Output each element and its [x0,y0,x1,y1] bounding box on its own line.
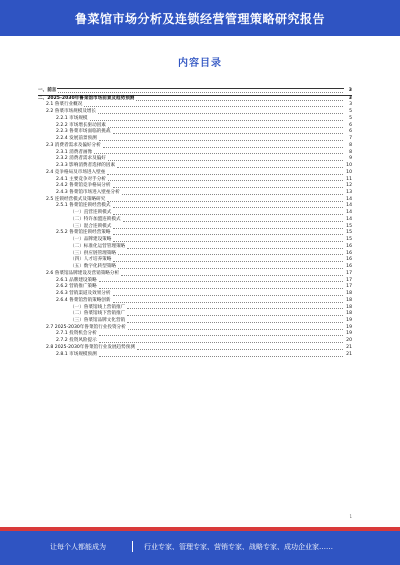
toc-leader-dots [99,140,343,141]
toc-leader-dots [113,133,344,134]
toc-entry-title: （三）供应链管理策略 [70,250,116,256]
toc-entry-title: 二、2025-2030年鲁菜馆市场前景及趋势预测 [38,95,135,101]
toc-entry-title: 2.6.3 营销渠道及效果分析 [56,291,111,297]
toc-leader-dots [84,106,343,107]
toc-leader-dots [107,174,343,175]
toc-entry-title: （二）鲁菜馆线下营销推广 [70,311,126,317]
toc-entry-page: 16 [344,257,352,264]
toc-heading: 内容目录 [178,58,222,69]
toc-leader-dots [127,248,343,249]
toc-leader-dots [98,113,343,114]
toc-entry[interactable] [38,116,352,123]
toc-entry-title: 2.4.2 鲁菜馆竞争格局分析 [56,183,111,189]
toc-entry-page: 12 [344,183,352,190]
toc-entry-title: 2.3.1 消费者画像 [56,149,93,155]
toc-entry[interactable] [38,338,352,345]
toc-leader-dots [122,194,343,195]
toc-entry-page: 13 [344,190,352,197]
toc-entry-page: 21 [344,352,352,359]
toc-leader-dots [137,349,343,350]
toc-entry-title: 2.4.1 主要竞争对手分析 [56,176,106,182]
toc-leader-dots [113,261,343,262]
toc-entry-title: 2.7 2025-2030年鲁菜馆行业投资分析 [46,324,126,330]
toc-leader-dots [58,92,343,93]
toc-entry-title: 2.6.4 鲁菜馆营销策略创新 [56,297,111,303]
toc-entry-page: 3 [344,96,352,103]
toc-entry-page: 19 [344,325,352,332]
toc-entry-page: 6 [344,129,352,136]
toc-entry-title: （一）鲁菜馆线上营销推广 [70,304,126,310]
toc-entry[interactable] [38,352,352,359]
toc-entry-page: 14 [344,210,352,217]
toc-entry-page: 14 [344,217,352,224]
toc-entry-page: 18 [344,305,352,312]
toc-entry-title: （三）混合连锁模式 [70,223,112,229]
toc-entry-title: 2.1 鲁菜行业概况 [46,102,83,108]
toc-entry-page: 14 [344,197,352,204]
toc-leader-dots [103,147,343,148]
toc-leader-dots [99,356,343,357]
toc-entry-title: 2.6 鲁菜馆品牌建设及营销策略分析 [46,270,120,276]
toc-leader-dots [113,207,344,208]
toc-leader-dots [108,180,343,181]
toc-leader-dots [99,335,343,336]
toc-entry-page: 16 [344,251,352,258]
toc-leader-dots [127,322,343,323]
toc-leader-dots [136,100,343,101]
toc-entry-page: 15 [344,230,352,237]
toc-leader-dots [118,254,343,255]
toc-entry-page: 18 [344,311,352,318]
toc-entry-title: 一、前言 [38,88,57,93]
toc-leader-dots [113,234,344,235]
toc-entry[interactable] [38,96,352,103]
toc-entry[interactable] [38,183,352,190]
table-of-contents [38,88,352,513]
toc-entry-page: 10 [344,163,352,170]
toc-leader-dots [113,214,343,215]
toc-entry[interactable] [38,264,352,271]
toc-entry-title: 2.4 竞争格局及市场进入壁垒 [46,169,106,175]
footer-divider [132,541,133,552]
toc-entry-page: 15 [344,224,352,231]
toc-entry-page: 19 [344,318,352,325]
report-title: 鲁菜馆市场分析及连锁经营管理策略研究报告 [74,11,325,26]
toc-entry-title: 2.2.1 市场规模 [56,115,88,121]
toc-entry-page: 6 [344,123,352,130]
toc-entry-page: 18 [344,291,352,298]
page-number: 1 [349,514,352,519]
toc-entry-title: 2.2.4 发展前景预测 [56,136,97,142]
toc-entry-title: （二）特许加盟连锁模式 [70,216,121,222]
toc-leader-dots [107,201,343,202]
toc-entry[interactable] [38,244,352,251]
toc-entry[interactable] [38,143,352,150]
toc-entry-title: 2.2 鲁菜市场规模及增长 [46,109,97,115]
toc-leader-dots [90,120,343,121]
toc-leader-dots [118,268,343,269]
toc-entry-page: 15 [344,237,352,244]
toc-leader-dots [113,187,344,188]
toc-entry[interactable] [38,345,352,352]
toc-leader-dots [113,302,344,303]
toc-entry-page: 8 [344,143,352,150]
toc-entry-title: 2.3.2 消费者需求及偏好 [56,156,106,162]
toc-entry-title: （一）直营连锁模式 [70,210,112,216]
toc-entry[interactable] [38,136,352,143]
toc-entry-title: 2.3 消费者需求及偏好分析 [46,142,101,148]
toc-entry-page: 5 [344,116,352,123]
toc-entry[interactable] [38,163,352,170]
toc-entry-title: 2.7.2 投资风险提示 [56,338,97,344]
toc-entry[interactable] [38,291,352,298]
toc-entry-title: 2.5 连锁经营模式及策略研究 [46,196,106,202]
toc-entry-title: 2.6.2 营销推广策略 [56,284,97,290]
toc-leader-dots [117,167,343,168]
toc-entry-page: 16 [344,264,352,271]
toc-leader-dots [127,308,343,309]
toc-leader-dots [113,228,343,229]
toc-entry-page: 21 [344,345,352,352]
toc-entry[interactable] [38,170,352,177]
toc-entry-title: 2.3.3 影响消费者选择的因素 [56,163,116,169]
page-header [0,0,400,36]
toc-entry-title: 2.8.1 市场规模预测 [56,351,97,357]
toc-entry-page: 9 [344,156,352,163]
toc-leader-dots [123,221,343,222]
toc-entry-title: （五）数字化转型策略 [70,264,116,270]
toc-entry[interactable] [38,318,352,325]
toc-leader-dots [108,127,343,128]
toc-entry[interactable] [38,298,352,305]
toc-leader-dots [127,315,343,316]
toc-entry-page: 5 [344,109,352,116]
page-footer [0,527,400,565]
toc-leader-dots [113,241,343,242]
toc-entry-title: 2.2.3 鲁菜市场面临的挑战 [56,129,111,135]
toc-entry[interactable] [38,190,352,197]
toc-leader-dots [99,342,343,343]
toc-entry-page: 16 [344,244,352,251]
toc-entry-title: （三）鲁菜馆品牌文化营销 [70,317,126,323]
toc-entry[interactable] [38,88,352,95]
toc-leader-dots [99,281,343,282]
footer-slogan: 让每个人都能成为 [50,543,106,551]
toc-entry[interactable] [38,311,352,318]
toc-leader-dots [99,288,343,289]
toc-entry-page: 19 [344,331,352,338]
toc-entry-page: 7 [344,136,352,143]
toc-entry[interactable] [38,217,352,224]
toc-entry-page: 3 [344,88,352,95]
toc-entry-page: 20 [344,338,352,345]
toc-entry-page: 17 [344,278,352,285]
toc-leader-dots [121,275,343,276]
toc-entry-page: 11 [344,177,352,184]
toc-entry-page: 17 [344,271,352,278]
toc-entry-title: （二）标准化运营管理策略 [70,243,126,249]
toc-entry-page: 3 [344,102,352,109]
toc-leader-dots [94,153,343,154]
toc-leader-dots [108,160,343,161]
toc-entry-page: 14 [344,203,352,210]
toc-entry-title: 2.5.1 鲁菜馆连锁经营模式 [56,203,111,209]
toc-entry-title: 2.7.1 投资机会分析 [56,331,97,337]
toc-entry[interactable] [38,109,352,116]
toc-entry-title: 2.4.3 鲁菜馆市场进入壁垒分析 [56,190,120,196]
toc-entry-page: 8 [344,150,352,157]
toc-entry-title: （四）人才培养策略 [70,257,112,263]
footer-accent-stripe [0,527,400,531]
toc-entry-title: 2.2.2 市场增长驱动因素 [56,122,106,128]
toc-entry-title: 2.5.2 鲁菜馆连锁经营策略 [56,230,111,236]
footer-services: 行业专家、管理专家、营销专家、战略专家、成功企业家…… [144,543,333,551]
toc-entry-page: 18 [344,298,352,305]
toc-leader-dots [128,329,343,330]
toc-entry-title: （一）品牌建设策略 [70,237,112,243]
toc-entry[interactable] [38,210,352,217]
toc-entry[interactable] [38,237,352,244]
toc-entry-page: 17 [344,284,352,291]
toc-entry-title: 2.6.1 品牌建设策略 [56,277,97,283]
toc-entry-title: 2.8 2025-2030年鲁菜馆行业发展趋势预测 [46,344,135,350]
toc-entry[interactable] [38,271,352,278]
toc-leader-dots [113,295,344,296]
toc-entry-page: 10 [344,170,352,177]
